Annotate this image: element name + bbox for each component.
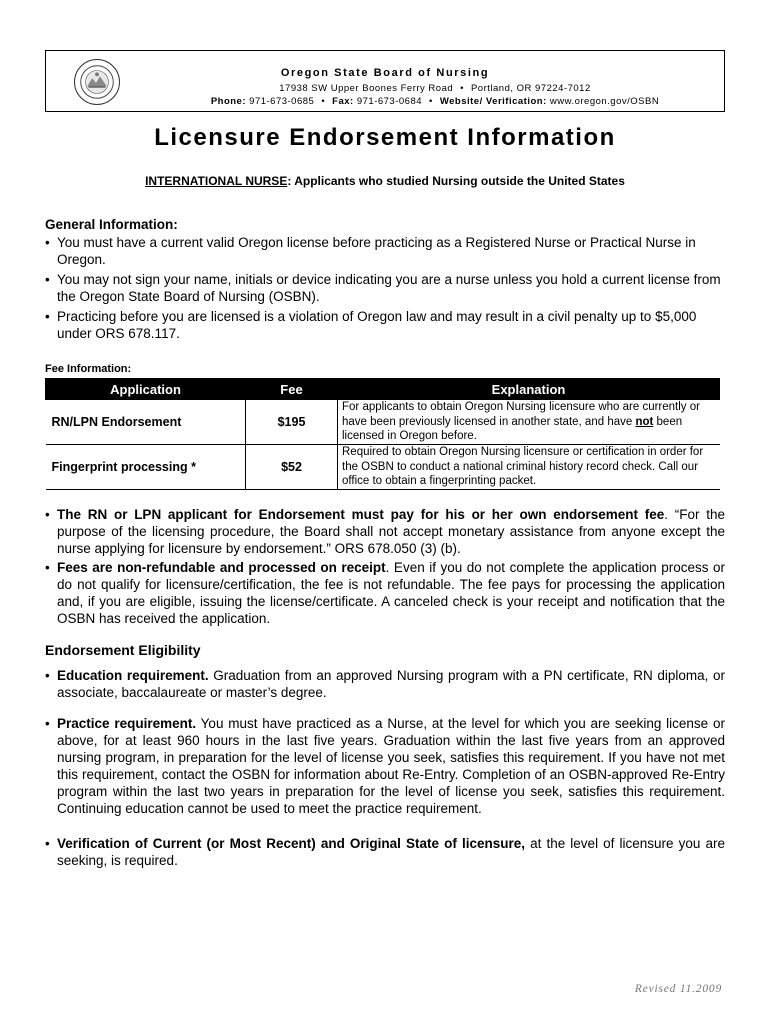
org-address-line <box>146 83 724 94</box>
list-item: • You may not sign your name, initials or device indicating you are a nurse unless you hold a current license from the Oregon State Board of Nursing (OSBN). <box>45 271 725 305</box>
list-item: • You must have a current valid Oregon license before practicing as a Registered Nurse or Practical Nurse in Oregon. <box>45 234 725 268</box>
general-info-heading: General Information: <box>45 217 178 232</box>
note-text: . Even if you do not complete the application process or do not qualify for licensure/certification, the fee is not refundable. The fee pays for processing the application and, if you are eligible, issuing the license/certificate. A canceled check is your receipt and notification that the OSBN has received the application. <box>57 560 725 626</box>
note-bold: The RN or LPN applicant for Endorsement must pay for his or her own endorsement fee <box>57 507 665 522</box>
fee-info-heading: Fee Information: <box>45 363 132 375</box>
eligibility-list <box>45 667 725 869</box>
page-title: Licensure Endorsement Information <box>154 124 616 151</box>
phone-label: Phone: <box>210 96 247 107</box>
website-label: Website/ Verification: <box>439 96 547 107</box>
explanation-cell <box>338 400 720 445</box>
list-item <box>45 506 725 557</box>
item-text: at the level of licensure you are seeking, is required. <box>57 836 726 868</box>
table-header-row <box>46 379 720 400</box>
list-item <box>45 715 725 817</box>
subtitle-lead: INTERNATIONAL NURSE <box>145 174 288 188</box>
column-header-explanation: Explanation <box>338 379 720 400</box>
list-item <box>45 667 725 701</box>
fee-cell: $195 <box>246 400 338 445</box>
org-contact-line <box>146 96 724 107</box>
subtitle-rest: : Applicants who studied Nursing outside the United States <box>287 174 625 188</box>
table-row <box>46 445 720 490</box>
list-item: • Practicing before you are licensed is a violation of Oregon law and may result in a civil penalty up to $5,000 under ORS 678.117. <box>45 308 725 342</box>
separator: • <box>460 83 464 94</box>
fax-number: 971-673-0684 <box>356 96 423 107</box>
separator: • <box>429 96 433 107</box>
column-header-application: Application <box>46 379 246 400</box>
explanation-cell: Required to obtain Oregon Nursing licensure or certification in order for the OSBN to conduct a national criminal history record check. Call our office to obtain a fingerprinting packet. <box>338 445 720 490</box>
item-bold: Education requirement. <box>57 668 209 683</box>
application-cell: Fingerprint processing * <box>46 445 246 490</box>
fee-cell: $52 <box>246 445 338 490</box>
application-cell: RN/LPN Endorsement <box>46 400 246 445</box>
org-name: Oregon State Board of Nursing <box>280 67 490 79</box>
table-row <box>46 400 720 445</box>
org-city: Portland, OR 97224-7012 <box>470 83 591 94</box>
phone-number: 971-673-0685 <box>249 96 315 107</box>
item-bold: Verification of Current (or Most Recent) and Original State of licensure, <box>57 836 525 851</box>
explanation-text: been licensed in Oregon before. <box>342 415 683 443</box>
column-header-fee: Fee <box>246 379 338 400</box>
fee-notes-list <box>45 506 725 629</box>
org-address: 17938 SW Upper Boones Ferry Road <box>279 83 454 94</box>
letterhead-box <box>45 50 725 112</box>
item-bold: Practice requirement. <box>57 716 197 731</box>
item-text: You must have practiced as a Nurse, at the level for which you are seeking license or above, for at least 960 hours in the last five years. Graduation within the last five years from an approved nursing program, in preparation for the level of license you seek, satisfies this requirement. If you have not met this requirement, contact the OSBN for information about Re-Entry. Completion of an OSBN-approved Re-Entry program within the last two years in preparation for the level of license you seek, satisfies this requirement. Continuing education cannot be used to meet the practice requirement. <box>57 716 725 816</box>
fax-label: Fax: <box>332 96 354 107</box>
note-text: . “For the purpose of the licensing procedure, the Board shall not accept monetary assistance from anyone except the nurse applying for licensure by endorsement.” ORS 678.050 (3) (b). <box>57 507 726 556</box>
eligibility-heading: Endorsement Eligibility <box>45 642 201 658</box>
general-info-list <box>45 234 725 345</box>
list-item <box>45 835 725 869</box>
item-text: Graduation from an approved Nursing program with a PN certificate, RN diploma, or associate, baccalaureate or master’s degree. <box>57 668 725 700</box>
page-subtitle <box>0 174 770 188</box>
note-bold: Fees are non-refundable and processed on receipt <box>57 560 386 575</box>
separator: • <box>321 96 326 107</box>
fee-table <box>45 378 720 490</box>
explanation-emphasis: not <box>635 415 654 428</box>
website-link[interactable]: www.oregon.gov/OSBN <box>549 96 660 107</box>
explanation-text: For applicants to obtain Oregon Nursing licensure who are currently or have been previously licensed in another state, and have <box>342 401 700 428</box>
list-item <box>45 559 725 627</box>
oregon-state-seal-icon <box>74 59 120 105</box>
revision-note: Revised 11.2009 <box>634 983 722 995</box>
